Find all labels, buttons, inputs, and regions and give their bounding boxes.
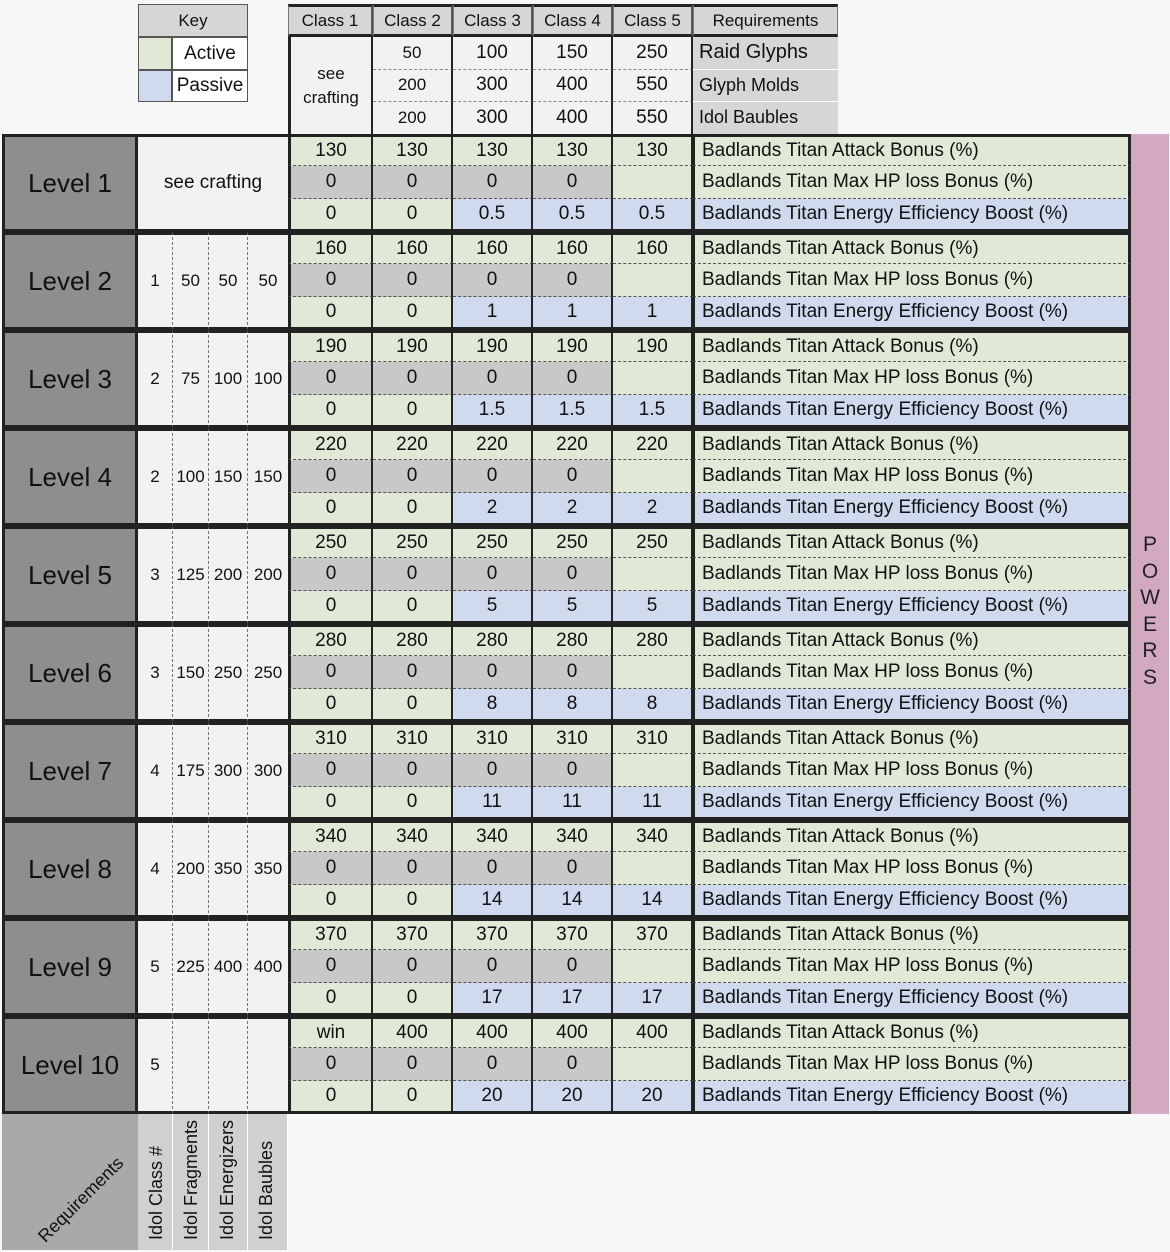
hp-value: 0 [288, 852, 373, 885]
level-req-value: 1 [138, 232, 173, 330]
energy-value: 17 [533, 983, 613, 1016]
requirement-value: 100 [453, 37, 533, 70]
requirement-value: 200 [373, 102, 453, 135]
energy-value: 1 [533, 297, 613, 330]
energy-value: 0 [373, 493, 453, 526]
attack-value: 220 [533, 428, 613, 460]
level-req-value: 2 [138, 428, 173, 526]
attack-power-label: Badlands Titan Attack Bonus (%) [693, 428, 1131, 460]
energy-value: 17 [453, 983, 533, 1016]
attack-value: 250 [533, 526, 613, 558]
level-req-value: 100 [209, 330, 248, 428]
energy-value: 0 [373, 689, 453, 722]
attack-power-label: Badlands Titan Attack Bonus (%) [693, 232, 1131, 264]
level-req-value: 4 [138, 722, 173, 820]
level-req-value: 3 [138, 624, 173, 722]
attack-value: 190 [373, 330, 453, 362]
hp-value: 0 [288, 264, 373, 297]
energy-value: 20 [613, 1081, 693, 1114]
level-req-value: 250 [209, 624, 248, 722]
attack-value: 340 [288, 820, 373, 852]
energy-value: 0.5 [613, 199, 693, 232]
level-req-value: 350 [209, 820, 248, 918]
attack-value: 280 [373, 624, 453, 656]
energy-power-label: Badlands Titan Energy Efficiency Boost (%) [693, 787, 1131, 820]
attack-value: 400 [453, 1016, 533, 1048]
attack-value: 130 [373, 134, 453, 166]
hp-value: 0 [533, 264, 613, 297]
attack-power-label: Badlands Titan Attack Bonus (%) [693, 820, 1131, 852]
level-req-value: 100 [173, 428, 209, 526]
attack-value: 160 [453, 232, 533, 264]
attack-power-label: Badlands Titan Attack Bonus (%) [693, 918, 1131, 950]
hp-value [613, 754, 693, 787]
energy-value: 0 [288, 493, 373, 526]
attack-value: 220 [613, 428, 693, 460]
level-label: Level 10 [2, 1016, 138, 1114]
level-label: Level 8 [2, 820, 138, 918]
energy-value: 0 [288, 297, 373, 330]
requirement-value: 550 [613, 102, 693, 135]
energy-value: 11 [533, 787, 613, 820]
hp-value: 0 [373, 166, 453, 199]
powers-letter: E [1142, 612, 1157, 636]
hp-power-label: Badlands Titan Max HP loss Bonus (%) [693, 558, 1131, 591]
attack-value: 160 [373, 232, 453, 264]
requirement-value: 550 [613, 70, 693, 103]
attack-value: 400 [373, 1016, 453, 1048]
hp-value: 0 [373, 264, 453, 297]
attack-value: 370 [533, 918, 613, 950]
attack-power-label: Badlands Titan Attack Bonus (%) [693, 134, 1131, 166]
hp-value: 0 [453, 950, 533, 983]
level-req-value: 75 [173, 330, 209, 428]
energy-value: 20 [533, 1081, 613, 1114]
level-req-value: 150 [173, 624, 209, 722]
level-req-value: 300 [248, 722, 288, 820]
energy-value: 11 [613, 787, 693, 820]
level-req-value [248, 1016, 288, 1114]
attack-value: 310 [533, 722, 613, 754]
hp-power-label: Badlands Titan Max HP loss Bonus (%) [693, 1048, 1131, 1081]
class1-note: see crafting [288, 37, 373, 134]
level-label: Level 5 [2, 526, 138, 624]
energy-power-label: Badlands Titan Energy Efficiency Boost (%) [693, 591, 1131, 624]
energy-power-label: Badlands Titan Energy Efficiency Boost (%) [693, 297, 1131, 330]
attack-value: 280 [613, 624, 693, 656]
attack-value: 220 [453, 428, 533, 460]
energy-power-label: Badlands Titan Energy Efficiency Boost (%) [693, 199, 1131, 232]
energy-value: 1 [613, 297, 693, 330]
requirement-value: 200 [373, 70, 453, 103]
hp-value: 0 [373, 558, 453, 591]
hp-value: 0 [288, 656, 373, 689]
level-req-value: 50 [173, 232, 209, 330]
hp-value: 0 [453, 460, 533, 493]
attack-value: 220 [373, 428, 453, 460]
level-req-value: 225 [173, 918, 209, 1016]
hp-power-label: Badlands Titan Max HP loss Bonus (%) [693, 950, 1131, 983]
level-req-value: 5 [138, 918, 173, 1016]
attack-value: 160 [613, 232, 693, 264]
hp-value [613, 460, 693, 493]
hp-value [613, 950, 693, 983]
energy-value: 1.5 [453, 395, 533, 428]
hp-value: 0 [453, 264, 533, 297]
attack-value: 250 [453, 526, 533, 558]
energy-value: 1 [453, 297, 533, 330]
attack-value: 310 [288, 722, 373, 754]
energy-value: 0 [288, 199, 373, 232]
level-req-value: 150 [209, 428, 248, 526]
requirement-value: 400 [533, 70, 613, 103]
hp-value: 0 [373, 656, 453, 689]
key-passive-label: Passive [172, 70, 248, 102]
hp-value: 0 [453, 754, 533, 787]
level-req-value: 125 [173, 526, 209, 624]
hp-value [613, 166, 693, 199]
energy-value: 2 [453, 493, 533, 526]
level-label: Level 3 [2, 330, 138, 428]
level-req-value: 200 [209, 526, 248, 624]
attack-value: 310 [453, 722, 533, 754]
hp-value: 0 [373, 362, 453, 395]
attack-value: 160 [533, 232, 613, 264]
level-req-value [209, 1016, 248, 1114]
attack-value: 340 [453, 820, 533, 852]
column-header: Class 2 [373, 4, 453, 37]
attack-value: 310 [613, 722, 693, 754]
energy-value: 0 [373, 1081, 453, 1114]
hp-value [613, 1048, 693, 1081]
attack-value: 340 [613, 820, 693, 852]
energy-value: 1.5 [533, 395, 613, 428]
hp-value: 0 [288, 460, 373, 493]
hp-value: 0 [288, 558, 373, 591]
level-req-value: 175 [173, 722, 209, 820]
attack-value: 130 [288, 134, 373, 166]
level-req-value: 3 [138, 526, 173, 624]
hp-power-label: Badlands Titan Max HP loss Bonus (%) [693, 460, 1131, 493]
energy-value: 0 [373, 885, 453, 918]
hp-power-label: Badlands Titan Max HP loss Bonus (%) [693, 656, 1131, 689]
attack-value: win [288, 1016, 373, 1048]
hp-value [613, 362, 693, 395]
energy-power-label: Badlands Titan Energy Efficiency Boost (%) [693, 1081, 1131, 1114]
column-header: Class 4 [533, 4, 613, 37]
hp-value: 0 [533, 950, 613, 983]
level-req-note: see crafting [138, 134, 288, 232]
key-active-label: Active [172, 37, 248, 70]
attack-value: 280 [533, 624, 613, 656]
level-req-value: 50 [209, 232, 248, 330]
requirement-value: 50 [373, 37, 453, 70]
energy-value: 0 [373, 787, 453, 820]
energy-value: 0 [373, 297, 453, 330]
attack-power-label: Badlands Titan Attack Bonus (%) [693, 526, 1131, 558]
hp-value [613, 852, 693, 885]
level-req-value: 400 [209, 918, 248, 1016]
hp-power-label: Badlands Titan Max HP loss Bonus (%) [693, 754, 1131, 787]
level-label: Level 4 [2, 428, 138, 526]
hp-value: 0 [373, 950, 453, 983]
attack-value: 310 [373, 722, 453, 754]
attack-value: 250 [373, 526, 453, 558]
energy-value: 0 [373, 199, 453, 232]
hp-value: 0 [288, 1048, 373, 1081]
energy-value: 0 [288, 591, 373, 624]
level-label: Level 9 [2, 918, 138, 1016]
energy-value: 14 [453, 885, 533, 918]
attack-value: 250 [288, 526, 373, 558]
powers-letter: P [1142, 533, 1157, 556]
level-label: Level 1 [2, 134, 138, 232]
footer-title-bg [2, 1114, 138, 1250]
level-label: Level 7 [2, 722, 138, 820]
requirement-value: 250 [613, 37, 693, 70]
attack-value: 370 [453, 918, 533, 950]
energy-value: 8 [613, 689, 693, 722]
requirement-value: 400 [533, 102, 613, 135]
powers-letter: S [1142, 665, 1157, 689]
level-req-value: 50 [248, 232, 288, 330]
hp-value [613, 264, 693, 297]
powers-letter: W [1140, 586, 1160, 609]
column-header: Class 1 [288, 4, 373, 37]
energy-value: 5 [533, 591, 613, 624]
attack-value: 280 [288, 624, 373, 656]
energy-power-label: Badlands Titan Energy Efficiency Boost (%) [693, 885, 1131, 918]
attack-value: 190 [288, 330, 373, 362]
attack-value: 130 [453, 134, 533, 166]
hp-value: 0 [533, 852, 613, 885]
energy-value: 8 [533, 689, 613, 722]
hp-value [613, 558, 693, 591]
passive-swatch [138, 70, 172, 102]
hp-value: 0 [533, 656, 613, 689]
key-title: Key [138, 4, 248, 37]
hp-value [613, 656, 693, 689]
energy-power-label: Badlands Titan Energy Efficiency Boost (%) [693, 983, 1131, 1016]
hp-value: 0 [288, 166, 373, 199]
energy-value: 1.5 [613, 395, 693, 428]
hp-value: 0 [288, 754, 373, 787]
energy-value: 0 [288, 983, 373, 1016]
energy-value: 0 [288, 689, 373, 722]
attack-value: 400 [613, 1016, 693, 1048]
footer-column-label: Idol Fragments [181, 1119, 201, 1240]
footer-column-label: Idol Class # [146, 1145, 166, 1240]
level-req-value: 200 [248, 526, 288, 624]
powers-title [1131, 532, 1169, 691]
energy-value: 20 [453, 1081, 533, 1114]
attack-power-label: Badlands Titan Attack Bonus (%) [693, 624, 1131, 656]
energy-value: 17 [613, 983, 693, 1016]
level-req-value: 2 [138, 330, 173, 428]
energy-power-label: Badlands Titan Energy Efficiency Boost (%) [693, 689, 1131, 722]
attack-value: 130 [533, 134, 613, 166]
attack-value: 190 [613, 330, 693, 362]
energy-value: 2 [533, 493, 613, 526]
footer-title: Requirements [34, 1152, 128, 1247]
hp-value: 0 [453, 852, 533, 885]
attack-power-label: Badlands Titan Attack Bonus (%) [693, 1016, 1131, 1048]
energy-value: 0 [288, 787, 373, 820]
attack-value: 370 [288, 918, 373, 950]
level-req-value: 250 [248, 624, 288, 722]
hp-value: 0 [533, 166, 613, 199]
column-header: Class 5 [613, 4, 693, 37]
energy-power-label: Badlands Titan Energy Efficiency Boost (%) [693, 395, 1131, 428]
requirement-label: Raid Glyphs [693, 37, 838, 70]
energy-value: 11 [453, 787, 533, 820]
attack-value: 190 [453, 330, 533, 362]
column-header: Class 3 [453, 4, 533, 37]
hp-value: 0 [373, 1048, 453, 1081]
energy-value: 14 [613, 885, 693, 918]
hp-value: 0 [533, 1048, 613, 1081]
powers-letter: R [1142, 639, 1158, 662]
attack-value: 340 [533, 820, 613, 852]
level-req-value: 350 [248, 820, 288, 918]
attack-value: 250 [613, 526, 693, 558]
column-header: Requirements [693, 4, 838, 37]
hp-value: 0 [533, 558, 613, 591]
energy-value: 5 [613, 591, 693, 624]
energy-value: 0.5 [533, 199, 613, 232]
hp-value: 0 [288, 362, 373, 395]
attack-value: 400 [533, 1016, 613, 1048]
hp-value: 0 [288, 950, 373, 983]
powers-letter: O [1141, 559, 1159, 583]
energy-value: 0 [288, 1081, 373, 1114]
energy-value: 0 [288, 395, 373, 428]
hp-value: 0 [453, 656, 533, 689]
active-swatch [138, 37, 172, 70]
energy-value: 0.5 [453, 199, 533, 232]
level-label: Level 6 [2, 624, 138, 722]
attack-value: 340 [373, 820, 453, 852]
hp-power-label: Badlands Titan Max HP loss Bonus (%) [693, 264, 1131, 297]
attack-value: 130 [613, 134, 693, 166]
energy-value: 0 [373, 591, 453, 624]
hp-power-label: Badlands Titan Max HP loss Bonus (%) [693, 166, 1131, 199]
hp-value: 0 [373, 754, 453, 787]
energy-value: 0 [373, 983, 453, 1016]
hp-value: 0 [533, 362, 613, 395]
energy-value: 0 [288, 885, 373, 918]
requirement-value: 300 [453, 102, 533, 135]
hp-value: 0 [533, 460, 613, 493]
requirement-label: Glyph Molds [693, 70, 838, 103]
hp-value: 0 [373, 852, 453, 885]
energy-value: 14 [533, 885, 613, 918]
level-req-value: 150 [248, 428, 288, 526]
level-req-value: 300 [209, 722, 248, 820]
hp-power-label: Badlands Titan Max HP loss Bonus (%) [693, 852, 1131, 885]
hp-value: 0 [453, 362, 533, 395]
energy-power-label: Badlands Titan Energy Efficiency Boost (%) [693, 493, 1131, 526]
hp-value: 0 [373, 460, 453, 493]
attack-power-label: Badlands Titan Attack Bonus (%) [693, 330, 1131, 362]
requirement-value: 150 [533, 37, 613, 70]
attack-value: 190 [533, 330, 613, 362]
level-req-value: 4 [138, 820, 173, 918]
level-req-value [173, 1016, 209, 1114]
attack-value: 220 [288, 428, 373, 460]
attack-value: 160 [288, 232, 373, 264]
energy-value: 2 [613, 493, 693, 526]
energy-value: 8 [453, 689, 533, 722]
requirement-label: Idol Baubles [693, 102, 838, 135]
level-req-value: 5 [138, 1016, 173, 1114]
footer-column-label: Idol Energizers [217, 1119, 237, 1240]
requirement-value: 300 [453, 70, 533, 103]
level-req-value: 100 [248, 330, 288, 428]
energy-value: 0 [373, 395, 453, 428]
hp-power-label: Badlands Titan Max HP loss Bonus (%) [693, 362, 1131, 395]
attack-value: 280 [453, 624, 533, 656]
hp-value: 0 [533, 754, 613, 787]
hp-value: 0 [453, 558, 533, 591]
hp-value: 0 [453, 166, 533, 199]
attack-power-label: Badlands Titan Attack Bonus (%) [693, 722, 1131, 754]
attack-value: 370 [373, 918, 453, 950]
level-req-value: 200 [173, 820, 209, 918]
level-req-value: 400 [248, 918, 288, 1016]
hp-value: 0 [453, 1048, 533, 1081]
level-label: Level 2 [2, 232, 138, 330]
footer-column-label: Idol Baubles [256, 1140, 276, 1240]
energy-value: 5 [453, 591, 533, 624]
attack-value: 370 [613, 918, 693, 950]
powers-sidebar [1131, 134, 1169, 1114]
